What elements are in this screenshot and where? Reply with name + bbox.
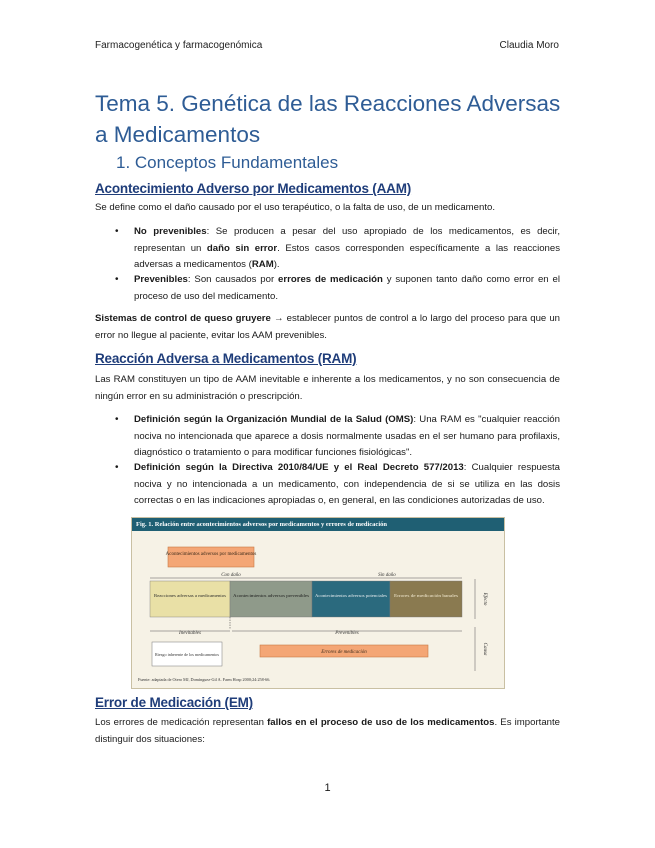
bullet-text: ). [273,259,280,270]
bullet-dot: • [115,414,119,425]
document-title: Tema 5. Genética de las Reacciones Adversas a Medicamentos [95,91,561,147]
ram-bullet-directiva [115,460,560,510]
bullet-text: : Una RAM es "cualquier reacción nociva no intencionada que aparece a dosis normalmente usadas en el ser humano para profilaxis, diagnóstico o tratamiento o para modificar funciones fisiológicas". [134,414,560,458]
bullet-label: Definición según la Directiva 2010/84/UE y el Real Decreto 577/2013 [134,462,464,473]
segment-potenciales-label: Acontecimientos adversos potenciales [315,593,388,598]
bullet-bold: RAM [251,259,274,270]
bullet-text: : Se producen a pesar del uso apropiado de los medicamentos, es decir, representan un [134,226,560,254]
em-heading: Error de Medicación (EM) [95,695,253,710]
bullet-text: y suponen tanto daño como error en el proceso de uso del medicamento. [134,274,560,302]
con-dano-label: Con daño [221,573,241,578]
riesgo-label: Riesgo inherente de los medicamentos [155,652,220,657]
ram-intro: Las RAM constituyen un tipo de AAM inevitable e inherente a los medicamentos, y no son consecuencia de ningún error en su administración o prescripción. [95,374,560,402]
figure-caption: Fig. 1. Relación entre acontecimientos adversos por medicamentos y errores de medicación [132,518,504,531]
aam-heading: Acontecimiento Adverso por Medicamentos (AAM) [95,181,412,196]
swiss-text: establecer puntos de control a lo largo del proceso para que un error no llegue al paciente, evitar los AAM prevenibles. [95,313,561,341]
bullet-label: Prevenibles [134,274,188,285]
aam-definition: Se define como el daño causado por el uso terapéutico, o la falta de uso, de un medicamento. [95,202,496,213]
bullet-text: : Cualquier respuesta nociva y no intencionada a un medicamento, con independencia de si se utiliza en las dosis correctas o en las indicaciones apropiadas o, en general, en las condiciones autorizadas de uso. [134,462,560,506]
efecto-label: Efecto [482,592,487,606]
ram-bullet-oms [115,412,560,462]
ram-heading: Reacción Adversa a Medicamentos (RAM) [95,351,357,366]
segment-ram-label: Reacciones adversas a medicamentos [154,593,227,598]
page-number: 1 [324,782,331,794]
bullet-text: . Estos casos corresponden específicamente a las reacciones adversas a medicamentos ( [134,242,561,270]
bullet-text: : Son causados por [187,274,279,285]
em-text: Los errores de medicación representan [95,717,268,728]
aam-box [168,547,254,567]
segment-prevenibles [230,581,312,617]
bullet-dot: • [115,462,119,473]
segment-prevenibles-label: Acontecimientos adversos prevenibles [233,593,310,598]
figure-diagram [132,531,504,688]
figure-source: Fuente: adaptada de Otero MJ, Domínguez-Gil A. Farm Hosp 2000;24:258-66. [138,677,271,682]
bullet-dot: • [115,226,119,237]
segment-em-banales [390,581,462,617]
bullet-bold: errores de medicación [278,274,383,285]
bullet-bold: daño sin error [206,242,278,254]
bullet-label: No prevenibles [134,226,207,237]
bullet-label: Definición según la Organización Mundial de la Salud (OMS) [134,414,414,425]
sin-dano-label: Sin daño [378,573,396,578]
em-bold: fallos en el proceso de uso de los medicamentos [267,717,495,728]
errores-label: Errores de medicación [321,650,367,655]
arrow-icon: → [273,313,284,324]
inevitables-label: Inevitables [179,631,201,636]
swiss-label: Sistemas de control de queso gruyere [95,313,271,324]
prevenibles-label: Prevenibles [335,631,359,636]
aam-bullet-prevenibles [115,272,560,305]
aam-box-label: Acontecimientos adversos por medicamentos [165,552,257,557]
swiss-cheese-paragraph [95,311,560,344]
segment-banales-label: Errores de medicación banales [394,593,459,598]
aam-bullet-no-prevenibles [115,224,561,274]
header-right: Claudia Moro [499,40,559,51]
em-text: . Es importante distinguir dos situaciones: [95,717,560,745]
figure-aam-em [131,517,505,689]
segment-ram [150,581,230,617]
section-title: 1. Conceptos Fundamentales [116,153,339,172]
causa-label: Causa [482,642,487,656]
em-paragraph [95,715,560,748]
header-left: Farmacogenética y farmacogenómica [95,40,263,51]
bullet-dot: • [115,274,119,285]
segment-potenciales [312,581,390,617]
